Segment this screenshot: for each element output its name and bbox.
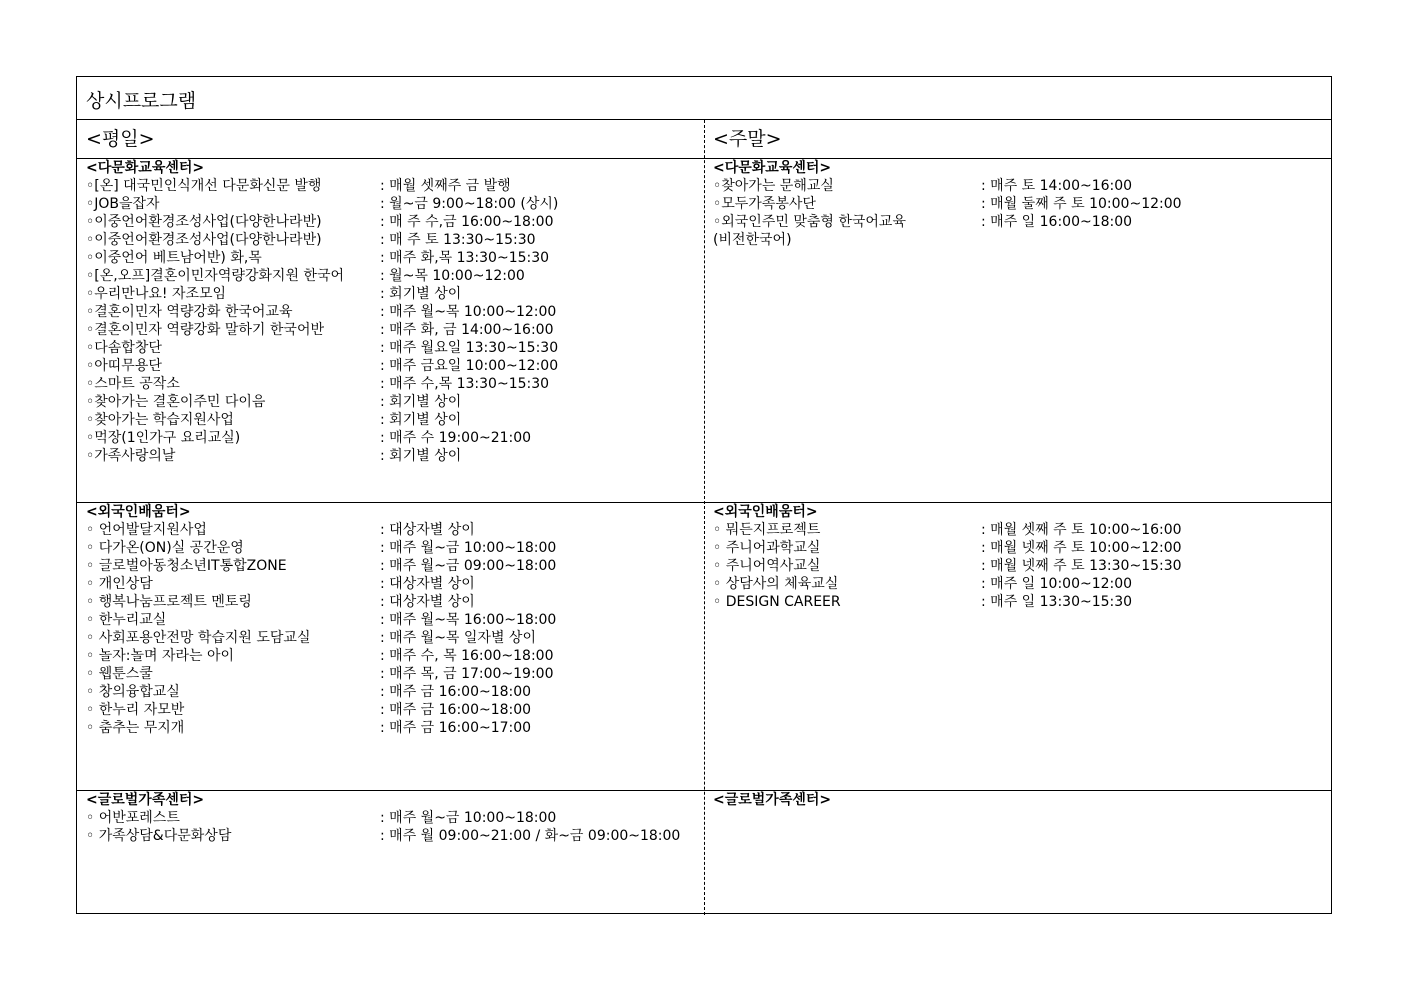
program-schedule: : 매주 일 13:30~15:30 bbox=[981, 594, 1133, 610]
list-item bbox=[86, 393, 462, 411]
list-item bbox=[86, 177, 511, 195]
list-item bbox=[86, 521, 475, 539]
program-table bbox=[76, 76, 1332, 914]
program-schedule: : 매월 셋째 주 토 10:00~16:00 bbox=[981, 522, 1182, 538]
program-name: ◦ 주니어과학교실 bbox=[713, 540, 821, 556]
program-name: ◦이중언어환경조성사업(다양한나라반) bbox=[86, 214, 322, 230]
program-schedule: : 매주 월~목 일자별 상이 bbox=[380, 630, 536, 646]
list-item bbox=[713, 195, 1182, 213]
program-name: ◦ 창의융합교실 bbox=[86, 684, 180, 700]
section-title: <외국인배움터> bbox=[713, 504, 818, 520]
program-schedule: : 월~금 9:00~18:00 (상시) bbox=[380, 196, 559, 212]
list-item bbox=[86, 357, 559, 375]
list-item bbox=[86, 231, 536, 249]
list-item bbox=[86, 447, 462, 465]
list-item bbox=[86, 809, 557, 827]
program-name: ◦[온,오프]결혼이민자역량강화지원 한국어 bbox=[86, 268, 344, 284]
program-schedule: : 매주 월요일 13:30~15:30 bbox=[380, 340, 559, 356]
row-divider-2 bbox=[77, 790, 1331, 791]
program-schedule: : 매주 목, 금 17:00~19:00 bbox=[380, 666, 554, 682]
list-item bbox=[86, 303, 557, 321]
program-name: ◦ 글로벌아동청소년IT통합ZONE bbox=[86, 558, 287, 574]
program-name: ◦ 다가온(ON)실 공간운영 bbox=[86, 540, 244, 556]
list-item bbox=[713, 213, 1133, 231]
program-schedule: : 회기별 상이 bbox=[380, 412, 462, 428]
weekend-header: <주말> bbox=[713, 128, 782, 150]
row-divider-1 bbox=[77, 502, 1331, 503]
weekend-foreigner-section bbox=[713, 503, 1182, 611]
program-name: ◦아띠무용단 bbox=[86, 358, 162, 374]
program-name: ◦ DESIGN CAREER bbox=[713, 594, 841, 610]
program-name: ◦ 뭐든지프로젝트 bbox=[713, 522, 821, 538]
program-name: ◦ 언어발달지원사업 bbox=[86, 522, 207, 538]
program-schedule: : 회기별 상이 bbox=[380, 394, 462, 410]
list-item bbox=[86, 429, 532, 447]
program-schedule: : 매월 넷째 주 토 10:00~12:00 bbox=[981, 540, 1182, 556]
program-name: ◦ 어반포레스트 bbox=[86, 810, 180, 826]
weekend-global-section bbox=[713, 791, 831, 809]
section-title: <글로벌가족센터> bbox=[713, 792, 832, 808]
list-item bbox=[713, 593, 1133, 611]
program-name: ◦ 개인상담 bbox=[86, 576, 153, 592]
list-item bbox=[86, 249, 550, 267]
list-item bbox=[86, 665, 554, 683]
program-schedule: : 대상자별 상이 bbox=[380, 594, 475, 610]
list-item bbox=[86, 683, 532, 701]
weekday-multicultural-section bbox=[86, 159, 559, 465]
program-schedule: : 매주 금 16:00~18:00 bbox=[380, 684, 532, 700]
program-schedule: : 매월 셋째주 금 발행 bbox=[380, 178, 511, 194]
program-schedule: : 회기별 상이 bbox=[380, 286, 462, 302]
program-name: ◦다솜합창단 bbox=[86, 340, 162, 356]
program-schedule: : 매주 월 09:00~21:00 / 화~금 09:00~18:00 bbox=[380, 828, 681, 844]
program-name: ◦결혼이민자 역량강화 말하기 한국어반 bbox=[86, 322, 324, 338]
program-name: ◦스마트 공작소 bbox=[86, 376, 180, 392]
program-schedule: : 회기별 상이 bbox=[380, 448, 462, 464]
program-name: (비전한국어) bbox=[713, 232, 792, 248]
list-item bbox=[86, 647, 554, 665]
program-name: ◦[온] 대국민인식개선 다문화신문 발행 bbox=[86, 178, 322, 194]
program-schedule: : 매주 금요일 10:00~12:00 bbox=[380, 358, 559, 374]
program-schedule: : 월~목 10:00~12:00 bbox=[380, 268, 525, 284]
program-schedule: : 매월 넷째 주 토 13:30~15:30 bbox=[981, 558, 1182, 574]
program-schedule: : 대상자별 상이 bbox=[380, 522, 475, 538]
list-item bbox=[86, 575, 475, 593]
list-item bbox=[86, 701, 532, 719]
program-name: ◦ 한누리교실 bbox=[86, 612, 167, 628]
program-schedule: : 매주 토 14:00~16:00 bbox=[981, 178, 1133, 194]
program-name: ◦ 사회포용안전망 학습지원 도담교실 bbox=[86, 630, 311, 646]
program-name: ◦ 상담사의 체육교실 bbox=[713, 576, 839, 592]
program-name: ◦ 주니어역사교실 bbox=[713, 558, 821, 574]
list-item bbox=[86, 719, 532, 737]
program-schedule: : 매주 월~금 10:00~18:00 bbox=[380, 810, 557, 826]
program-name: ◦찾아가는 학습지원사업 bbox=[86, 412, 234, 428]
list-item bbox=[86, 321, 554, 339]
program-schedule: : 매 주 수,금 16:00~18:00 bbox=[380, 214, 554, 230]
program-schedule: : 매주 화, 금 14:00~16:00 bbox=[380, 322, 554, 338]
program-schedule: : 매주 월~금 10:00~18:00 bbox=[380, 540, 557, 556]
list-item bbox=[86, 267, 525, 285]
list-item bbox=[713, 521, 1182, 539]
weekday-global-section bbox=[86, 791, 681, 845]
program-name: ◦ 놀자:놀며 자라는 아이 bbox=[86, 648, 235, 664]
program-schedule: : 매주 수, 목 16:00~18:00 bbox=[380, 648, 554, 664]
list-item bbox=[86, 213, 554, 231]
program-schedule: : 매주 월~금 09:00~18:00 bbox=[380, 558, 557, 574]
program-schedule: : 대상자별 상이 bbox=[380, 576, 475, 592]
section-title: <다문화교육센터> bbox=[713, 160, 832, 176]
program-schedule: : 매주 월~목 10:00~12:00 bbox=[380, 304, 557, 320]
program-name: ◦찾아가는 문해교실 bbox=[713, 178, 834, 194]
section-title: <글로벌가족센터> bbox=[86, 792, 205, 808]
program-schedule: : 매월 둘째 주 토 10:00~12:00 bbox=[981, 196, 1182, 212]
list-item bbox=[86, 411, 462, 429]
program-name: ◦JOB을잡자 bbox=[86, 196, 160, 212]
program-schedule: : 매주 일 16:00~18:00 bbox=[981, 214, 1133, 230]
program-schedule: : 매주 수 19:00~21:00 bbox=[380, 430, 532, 446]
list-item bbox=[713, 575, 1133, 593]
list-item bbox=[713, 539, 1182, 557]
list-item bbox=[86, 195, 559, 213]
list-item bbox=[86, 539, 557, 557]
list-item bbox=[713, 177, 1133, 195]
program-name: ◦가족사랑의날 bbox=[86, 448, 176, 464]
program-name: ◦ 행복나눔프로젝트 멘토링 bbox=[86, 594, 252, 610]
program-name: ◦ 한누리 자모반 bbox=[86, 702, 185, 718]
list-item bbox=[86, 285, 462, 303]
list-item bbox=[86, 339, 559, 357]
program-name: ◦ 춤추는 무지개 bbox=[86, 720, 185, 736]
section-title: <외국인배움터> bbox=[86, 504, 191, 520]
program-schedule: : 매주 일 10:00~12:00 bbox=[981, 576, 1133, 592]
column-divider bbox=[704, 120, 705, 915]
program-name: ◦모두가족봉사단 bbox=[713, 196, 816, 212]
page-title: 상시프로그램 bbox=[86, 90, 197, 112]
list-item bbox=[86, 611, 557, 629]
program-name: ◦ 웹툰스쿨 bbox=[86, 666, 153, 682]
section-title: <다문화교육센터> bbox=[86, 160, 205, 176]
weekday-foreigner-section bbox=[86, 503, 557, 737]
weekend-multicultural-section bbox=[713, 159, 1182, 249]
program-name: ◦먹장(1인가구 요리교실) bbox=[86, 430, 241, 446]
list-item bbox=[86, 557, 557, 575]
list-item bbox=[86, 593, 475, 611]
program-name: ◦우리만나요! 자조모임 bbox=[86, 286, 227, 302]
program-name: ◦외국인주민 맞춤형 한국어교육 bbox=[713, 214, 906, 230]
program-schedule: : 매주 화,목 13:30~15:30 bbox=[380, 250, 550, 266]
list-item bbox=[713, 557, 1182, 575]
title-row bbox=[77, 77, 1331, 120]
program-schedule: : 매주 금 16:00~18:00 bbox=[380, 702, 532, 718]
list-item bbox=[86, 629, 536, 647]
list-item bbox=[713, 231, 831, 249]
program-name: ◦찾아가는 결혼이주민 다이음 bbox=[86, 394, 266, 410]
program-name: ◦이중언어환경조성사업(다양한나라반) bbox=[86, 232, 322, 248]
list-item bbox=[86, 827, 681, 845]
list-item bbox=[86, 375, 550, 393]
program-schedule: : 매주 수,목 13:30~15:30 bbox=[380, 376, 550, 392]
program-name: ◦결혼이민자 역량강화 한국어교육 bbox=[86, 304, 293, 320]
program-name: ◦ 가족상담&다문화상담 bbox=[86, 828, 232, 844]
weekday-header: <평일> bbox=[86, 128, 155, 150]
program-name: ◦이중언어 베트남어반) 화,목 bbox=[86, 250, 262, 266]
program-schedule: : 매주 금 16:00~17:00 bbox=[380, 720, 532, 736]
program-schedule: : 매 주 토 13:30~15:30 bbox=[380, 232, 536, 248]
program-schedule: : 매주 월~목 16:00~18:00 bbox=[380, 612, 557, 628]
